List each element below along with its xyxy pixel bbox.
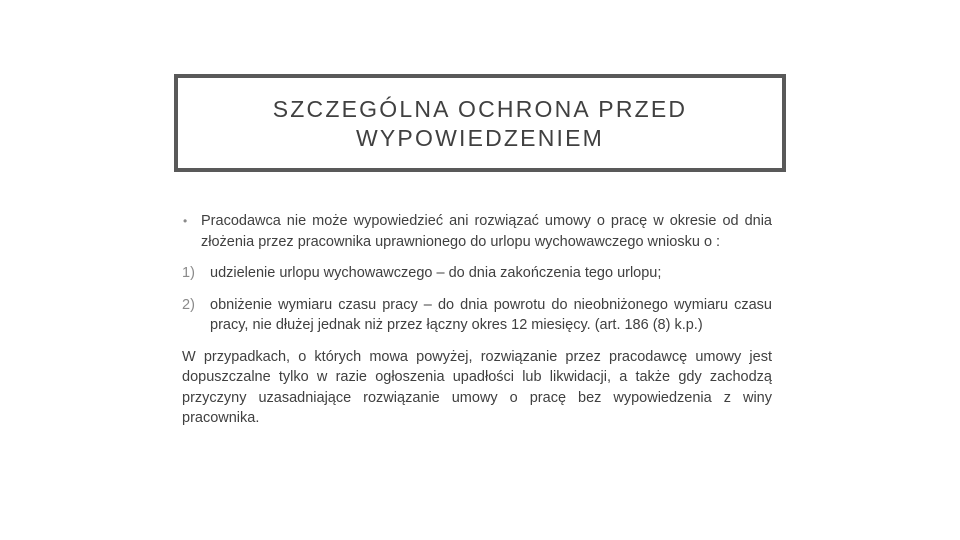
slide-title-line-1: SZCZEGÓLNA OCHRONA PRZED [272,96,688,122]
bullet-paragraph [182,211,772,252]
closing-paragraph: W przypadkach, o których mowa powyżej, rozwiązanie przez pracodawcę umowy jest dopuszczalne tylko w razie ogłoszenia upadłości lub likwidacji, a także gdy zachodzą przyczyny uzasadniające rozwiązanie umowy o pracę bez wypowiedzenia z winy pracownika. [182,348,772,426]
numbered-item-1 [182,263,772,284]
slide-title-line-2: WYPOWIEDZENIEM [355,125,605,151]
slide-content [182,211,772,429]
bullet-text: Pracodawca nie może wypowiedzieć ani rozwiązać umowy o pracę w okresie od dnia złożenia przez pracownika uprawnionego do urlopu wychowawczego wniosku o : [201,213,772,250]
slide-title [273,95,687,153]
numbered-item-label: 1) [182,265,195,281]
numbered-item-2 [182,295,772,336]
numbered-item-label: 2) [182,296,195,313]
title-box [174,74,786,172]
bullet-icon: • [183,214,188,228]
numbered-item-text: obniżenie wymiaru czasu pracy – do dnia powrotu do nieobniżonego wymiaru czasu pracy, nie dłużej jednak niż przez łączny okres 12 miesięcy. (art. 186 (8) k.p.) [210,296,772,333]
numbered-item-text: udzielenie urlopu wychowawczego – do dnia zakończenia tego urlopu; [210,265,662,281]
